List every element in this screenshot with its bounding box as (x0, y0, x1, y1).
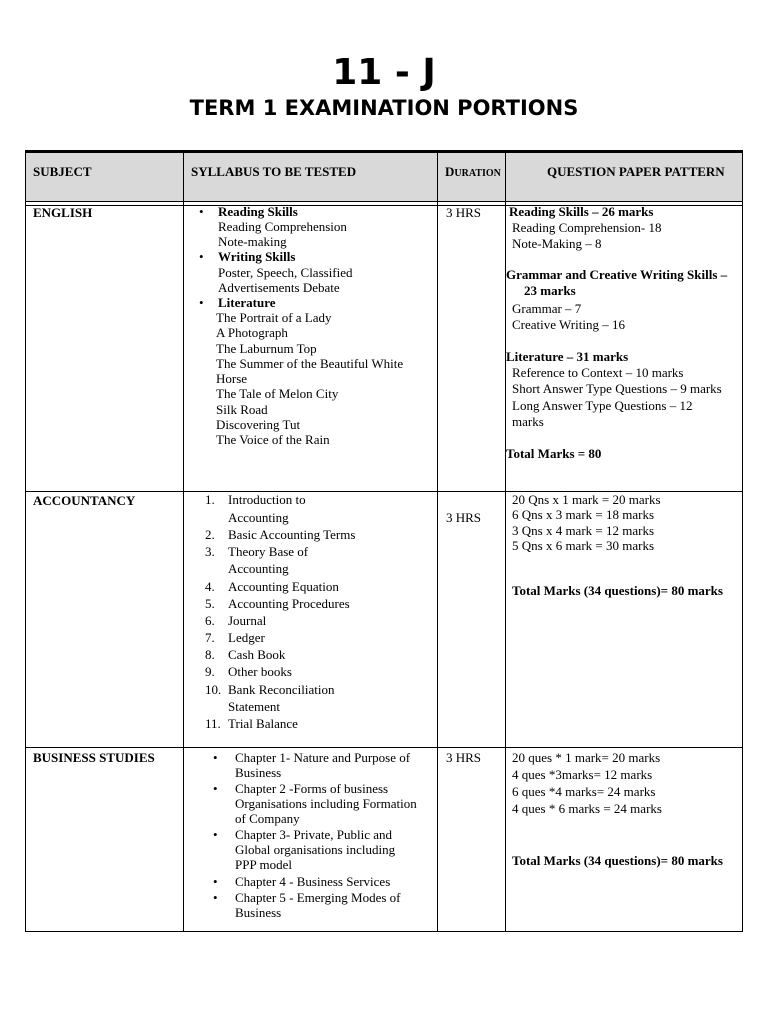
list-item: Discovering Tut (216, 417, 301, 432)
list-number: 10. (205, 682, 222, 697)
duration-english: 3 HRS (446, 205, 482, 220)
list-number: 3. (205, 544, 215, 559)
col-divider (437, 150, 438, 932)
list-item: The Portrait of a Lady (216, 310, 332, 325)
subject-accountancy: ACCOUNTANCY (33, 493, 136, 508)
list-item: Organisations including Formation (235, 796, 417, 811)
pattern-line: 20 ques * 1 mark= 20 marks (512, 750, 661, 765)
page-title: 11 - J (332, 52, 436, 93)
list-item: Chapter 1- Nature and Purpose of (235, 750, 411, 765)
pattern-line: Grammar and Creative Writing Skills – (506, 267, 728, 282)
col-divider (183, 150, 184, 932)
list-number: 11. (205, 716, 221, 731)
list-item: Poster, Speech, Classified (218, 265, 353, 280)
pattern-line: Reading Skills – 26 marks (509, 204, 654, 219)
list-item: Statement (228, 699, 280, 714)
list-item: Silk Road (216, 402, 268, 417)
list-item: Accounting (228, 561, 289, 576)
list-item: Advertisements Debate (218, 280, 340, 295)
header-subject: SUBJECT (33, 164, 92, 179)
list-item: Reading Skills (218, 204, 298, 219)
header-syllabus: SYLLABUS TO BE TESTED (191, 164, 357, 179)
list-item: Cash Book (228, 647, 286, 662)
duration-business-studies: 3 HRS (446, 750, 482, 765)
list-item: PPP model (235, 857, 292, 872)
pattern-line: Reading Comprehension- 18 (512, 220, 662, 235)
bullet: • (213, 890, 218, 905)
syllabus-business-studies (213, 750, 435, 930)
pattern-line: 23 marks (524, 283, 576, 298)
pattern-line: Total Marks (34 questions)= 80 marks (512, 853, 723, 868)
pattern-business-studies (507, 750, 741, 930)
list-item: Accounting Equation (228, 579, 339, 594)
list-item: Bank Reconciliation (228, 682, 335, 697)
pattern-line: 20 Qns x 1 mark = 20 marks (512, 492, 661, 507)
bullet: • (199, 204, 204, 219)
pattern-line: 4 ques *3marks= 12 marks (512, 767, 653, 782)
pattern-line: 4 ques * 6 marks = 24 marks (512, 801, 662, 816)
list-item: Basic Accounting Terms (228, 527, 356, 542)
page-subtitle: TERM 1 EXAMINATION PORTIONS (189, 96, 579, 120)
row-divider (25, 747, 743, 748)
list-item: Horse (216, 371, 248, 386)
row-divider (25, 201, 743, 202)
list-number: 9. (205, 664, 215, 679)
subject-business-studies: BUSINESS STUDIES (33, 750, 155, 765)
pattern-line: 3 Qns x 4 mark = 12 marks (512, 523, 655, 538)
list-item: Business (235, 905, 282, 920)
list-item: Reading Comprehension (218, 219, 347, 234)
bullet: • (199, 249, 204, 264)
list-item: Ledger (228, 630, 265, 645)
syllabus-english (199, 204, 435, 494)
pattern-line: 6 ques *4 marks= 24 marks (512, 784, 656, 799)
list-item: A Photograph (216, 325, 288, 340)
col-divider (742, 150, 743, 932)
subject-english: ENGLISH (33, 205, 93, 220)
list-item: Business (235, 765, 282, 780)
pattern-line: Total Marks (34 questions)= 80 marks (512, 583, 723, 598)
list-number: 1. (205, 492, 215, 507)
duration-accountancy: 3 HRS (446, 510, 482, 525)
list-item: Chapter 4 - Business Services (235, 874, 391, 889)
pattern-line: Long Answer Type Questions – 12 (512, 398, 693, 413)
list-number: 6. (205, 613, 215, 628)
pattern-line: Note-Making – 8 (512, 236, 602, 251)
pattern-accountancy (507, 492, 741, 742)
list-item: Chapter 3- Private, Public and (235, 827, 393, 842)
list-item: Global organisations including (235, 842, 396, 857)
list-item: The Summer of the Beautiful White (216, 356, 404, 371)
list-item: Accounting (228, 510, 289, 525)
list-item: The Laburnum Top (216, 341, 317, 356)
bullet: • (213, 750, 218, 765)
list-item: of Company (235, 811, 300, 826)
pattern-line: Creative Writing – 16 (512, 317, 625, 332)
list-item: Writing Skills (218, 249, 296, 264)
list-item: Literature (218, 295, 276, 310)
bullet: • (213, 874, 218, 889)
list-item: Theory Base of (228, 544, 309, 559)
pattern-line: Literature – 31 marks (506, 349, 629, 364)
list-item: The Tale of Melon City (216, 386, 339, 401)
list-number: 5. (205, 596, 215, 611)
list-item: Trial Balance (228, 716, 298, 731)
pattern-line: 6 Qns x 3 mark = 18 marks (512, 507, 655, 522)
list-number: 8. (205, 647, 215, 662)
pattern-english (507, 204, 741, 494)
header-pattern: QUESTION PAPER PATTERN (547, 164, 725, 179)
list-item: Accounting Procedures (228, 596, 350, 611)
bullet: • (199, 295, 204, 310)
list-item: Journal (228, 613, 267, 628)
list-item: Chapter 5 - Emerging Modes of (235, 890, 401, 905)
list-item: Chapter 2 -Forms of business (235, 781, 389, 796)
portions-table (25, 150, 743, 932)
list-item: The Voice of the Rain (216, 432, 330, 447)
pattern-line: 5 Qns x 6 mark = 30 marks (512, 538, 655, 553)
pattern-line: Grammar – 7 (512, 301, 582, 316)
syllabus-accountancy (205, 492, 435, 742)
pattern-line: Short Answer Type Questions – 9 marks (512, 381, 722, 396)
pattern-line: marks (512, 414, 544, 429)
list-number: 2. (205, 527, 215, 542)
list-item: Introduction to (228, 492, 306, 507)
pattern-line: Total Marks = 80 (506, 446, 602, 461)
list-number: 7. (205, 630, 215, 645)
list-number: 4. (205, 579, 215, 594)
bullet: • (213, 781, 218, 796)
bullet: • (213, 827, 218, 842)
list-item: Note-making (218, 234, 287, 249)
header-duration: DURATION (445, 164, 501, 179)
pattern-line: Reference to Context – 10 marks (512, 365, 684, 380)
list-item: Other books (228, 664, 292, 679)
col-divider (25, 150, 26, 932)
table-bottom-border (25, 931, 743, 932)
